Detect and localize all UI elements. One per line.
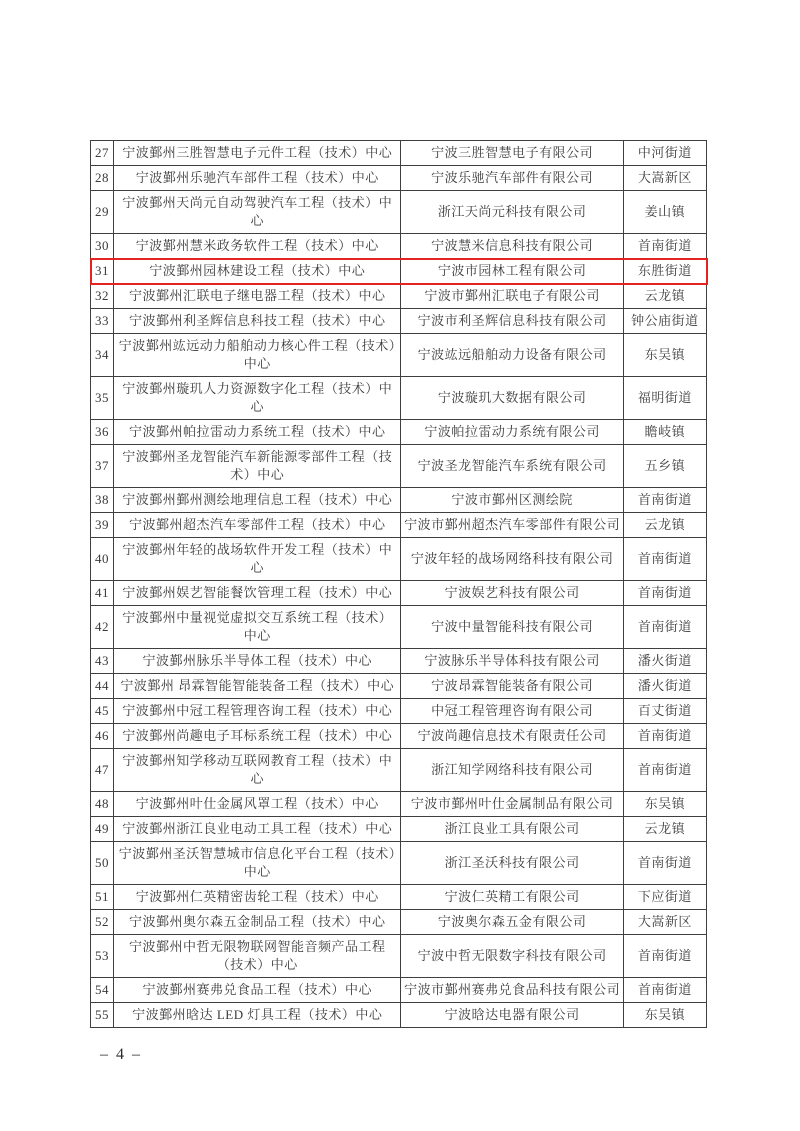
- cell-town-name: 百丈街道: [623, 699, 706, 724]
- table-row: [91, 488, 707, 513]
- cell-town-name: 东吴镇: [623, 792, 706, 817]
- cell-row-number: 35: [91, 377, 114, 420]
- cell-company-name: 中冠工程管理咨询有限公司: [401, 699, 623, 724]
- cell-row-number: 41: [91, 581, 114, 606]
- cell-town-name: 云龙镇: [623, 513, 706, 538]
- table-row: [91, 724, 707, 749]
- cell-company-name: 宁波竑远船舶动力设备有限公司: [401, 334, 623, 377]
- cell-company-name: 宁波乐驰汽车部件有限公司: [401, 166, 623, 191]
- table-row: [91, 377, 707, 420]
- cell-center-name: 宁波鄞州圣龙智能汽车新能源零部件工程（技术）中心: [114, 445, 401, 488]
- cell-town-name: 潘火街道: [623, 649, 706, 674]
- cell-center-name: 宁波鄞州三胜智慧电子元件工程（技术）中心: [114, 141, 401, 166]
- cell-row-number: 54: [91, 978, 114, 1003]
- cell-company-name: 浙江良业工具有限公司: [401, 817, 623, 842]
- cell-company-name: 宁波圣龙智能汽车系统有限公司: [401, 445, 623, 488]
- cell-row-number: 44: [91, 674, 114, 699]
- cell-company-name: 浙江知学网络科技有限公司: [401, 749, 623, 792]
- cell-town-name: 首南街道: [623, 538, 706, 581]
- cell-row-number: 40: [91, 538, 114, 581]
- table-row: [91, 699, 707, 724]
- cell-row-number: 38: [91, 488, 114, 513]
- cell-town-name: 下应街道: [623, 885, 706, 910]
- cell-center-name: 宁波鄞州璇玑人力资源数字化工程（技术）中心: [114, 377, 401, 420]
- table-row: [91, 581, 707, 606]
- cell-town-name: 首南街道: [623, 234, 706, 259]
- cell-company-name: 宁波三胜智慧电子有限公司: [401, 141, 623, 166]
- cell-company-name: 宁波市鄞州汇联电子有限公司: [401, 284, 623, 309]
- table-row: [91, 1003, 707, 1028]
- table-row: [91, 792, 707, 817]
- cell-center-name: 宁波鄞州中冠工程管理咨询工程（技术）中心: [114, 699, 401, 724]
- cell-town-name: 首南街道: [623, 978, 706, 1003]
- cell-company-name: 宁波中哲无限数字科技有限公司: [401, 935, 623, 978]
- cell-row-number: 30: [91, 234, 114, 259]
- cell-town-name: 云龙镇: [623, 284, 706, 309]
- cell-center-name: 宁波鄞州鄞州测绘地理信息工程（技术）中心: [114, 488, 401, 513]
- cell-town-name: 东吴镇: [623, 1003, 706, 1028]
- cell-row-number: 49: [91, 817, 114, 842]
- cell-center-name: 宁波鄞州超杰汽车零部件工程（技术）中心: [114, 513, 401, 538]
- tech-centers-table-body: [91, 141, 707, 1028]
- cell-row-number: 39: [91, 513, 114, 538]
- cell-company-name: 宁波娱艺科技有限公司: [401, 581, 623, 606]
- cell-company-name: 宁波市鄞州区测绘院: [401, 488, 623, 513]
- cell-row-number: 53: [91, 935, 114, 978]
- table-row: [91, 978, 707, 1003]
- cell-row-number: 51: [91, 885, 114, 910]
- cell-row-number: 28: [91, 166, 114, 191]
- cell-row-number: 47: [91, 749, 114, 792]
- cell-row-number: 31: [91, 259, 114, 284]
- cell-town-name: 潘火街道: [623, 674, 706, 699]
- table-row: [91, 749, 707, 792]
- table-row: [91, 538, 707, 581]
- table-row: [91, 817, 707, 842]
- cell-center-name: 宁波鄞州仁英精密齿轮工程（技术）中心: [114, 885, 401, 910]
- cell-row-number: 42: [91, 606, 114, 649]
- table-row: [91, 191, 707, 234]
- cell-center-name: 宁波鄞州年轻的战场软件开发工程（技术）中心: [114, 538, 401, 581]
- cell-town-name: 姜山镇: [623, 191, 706, 234]
- table-row: [91, 842, 707, 885]
- cell-company-name: 宁波璇玑大数据有限公司: [401, 377, 623, 420]
- cell-company-name: 宁波慧米信息科技有限公司: [401, 234, 623, 259]
- cell-town-name: 大嵩新区: [623, 910, 706, 935]
- cell-center-name: 宁波鄞州脉乐半导体工程（技术）中心: [114, 649, 401, 674]
- cell-center-name: 宁波鄞州叶仕金属风罩工程（技术）中心: [114, 792, 401, 817]
- cell-town-name: 福明街道: [623, 377, 706, 420]
- cell-center-name: 宁波鄞州中量视觉虚拟交互系统工程（技术）中心: [114, 606, 401, 649]
- table-row: [91, 445, 707, 488]
- table-row: [91, 674, 707, 699]
- cell-center-name: 宁波鄞州尚趣电子耳标系统工程（技术）中心: [114, 724, 401, 749]
- page-number: – 4 –: [100, 1046, 142, 1063]
- cell-center-name: 宁波鄞州浙江良业电动工具工程（技术）中心: [114, 817, 401, 842]
- cell-row-number: 34: [91, 334, 114, 377]
- cell-center-name: 宁波鄞州赛弗兑食品工程（技术）中心: [114, 978, 401, 1003]
- cell-town-name: 首南街道: [623, 606, 706, 649]
- cell-company-name: 宁波仁英精工有限公司: [401, 885, 623, 910]
- cell-town-name: 首南街道: [623, 724, 706, 749]
- cell-row-number: 48: [91, 792, 114, 817]
- cell-center-name: 宁波鄞州园林建设工程（技术）中心: [114, 259, 401, 284]
- cell-company-name: 宁波晗达电器有限公司: [401, 1003, 623, 1028]
- cell-center-name: 宁波鄞州竑远动力船舶动力核心件工程（技术）中心: [114, 334, 401, 377]
- table-row: [91, 910, 707, 935]
- cell-company-name: 宁波帕拉雷动力系统有限公司: [401, 420, 623, 445]
- cell-town-name: 首南街道: [623, 935, 706, 978]
- cell-row-number: 55: [91, 1003, 114, 1028]
- cell-center-name: 宁波鄞州汇联电子继电器工程（技术）中心: [114, 284, 401, 309]
- cell-center-name: 宁波鄞州中哲无限物联网智能音频产品工程（技术）中心: [114, 935, 401, 978]
- cell-company-name: 宁波昂霖智能装备有限公司: [401, 674, 623, 699]
- cell-company-name: 宁波尚趣信息技术有限责任公司: [401, 724, 623, 749]
- cell-town-name: 首南街道: [623, 581, 706, 606]
- table-row: [91, 166, 707, 191]
- cell-row-number: 29: [91, 191, 114, 234]
- table-row: [91, 234, 707, 259]
- cell-center-name: 宁波鄞州圣沃智慧城市信息化平台工程（技术）中心: [114, 842, 401, 885]
- table-row-highlighted: [91, 259, 707, 284]
- cell-center-name: 宁波鄞州利圣辉信息科技工程（技术）中心: [114, 309, 401, 334]
- cell-town-name: 东胜街道: [623, 259, 706, 284]
- cell-center-name: 宁波鄞州 昂霖智能智能装备工程（技术）中心: [114, 674, 401, 699]
- cell-row-number: 46: [91, 724, 114, 749]
- cell-center-name: 宁波鄞州晗达 LED 灯具工程（技术）中心: [114, 1003, 401, 1028]
- cell-row-number: 45: [91, 699, 114, 724]
- table-row: [91, 141, 707, 166]
- table-row: [91, 935, 707, 978]
- table-row: [91, 334, 707, 377]
- cell-town-name: 钟公庙街道: [623, 309, 706, 334]
- cell-center-name: 宁波鄞州天尚元自动驾驶汽车工程（技术）中心: [114, 191, 401, 234]
- cell-town-name: 中河街道: [623, 141, 706, 166]
- cell-town-name: 首南街道: [623, 842, 706, 885]
- table-row: [91, 284, 707, 309]
- cell-row-number: 52: [91, 910, 114, 935]
- cell-center-name: 宁波鄞州奥尔森五金制品工程（技术）中心: [114, 910, 401, 935]
- cell-town-name: 云龙镇: [623, 817, 706, 842]
- cell-town-name: 东吴镇: [623, 334, 706, 377]
- cell-town-name: 首南街道: [623, 488, 706, 513]
- cell-town-name: 首南街道: [623, 749, 706, 792]
- cell-company-name: 浙江天尚元科技有限公司: [401, 191, 623, 234]
- cell-center-name: 宁波鄞州知学移动互联网教育工程（技术）中心: [114, 749, 401, 792]
- table-row: [91, 885, 707, 910]
- cell-company-name: 宁波市鄞州赛弗兑食品科技有限公司: [401, 978, 623, 1003]
- cell-company-name: 宁波市利圣辉信息科技有限公司: [401, 309, 623, 334]
- cell-row-number: 37: [91, 445, 114, 488]
- cell-company-name: 宁波奥尔森五金有限公司: [401, 910, 623, 935]
- tech-centers-table: [90, 140, 707, 1028]
- cell-company-name: 宁波市鄞州超杰汽车零部件有限公司: [401, 513, 623, 538]
- cell-town-name: 大嵩新区: [623, 166, 706, 191]
- cell-row-number: 27: [91, 141, 114, 166]
- cell-company-name: 宁波市园林工程有限公司: [401, 259, 623, 284]
- cell-row-number: 36: [91, 420, 114, 445]
- cell-row-number: 50: [91, 842, 114, 885]
- table-row: [91, 649, 707, 674]
- table-row: [91, 420, 707, 445]
- cell-center-name: 宁波鄞州娱艺智能餐饮管理工程（技术）中心: [114, 581, 401, 606]
- cell-center-name: 宁波鄞州慧米政务软件工程（技术）中心: [114, 234, 401, 259]
- table-row: [91, 606, 707, 649]
- cell-company-name: 宁波市鄞州叶仕金属制品有限公司: [401, 792, 623, 817]
- cell-center-name: 宁波鄞州帕拉雷动力系统工程（技术）中心: [114, 420, 401, 445]
- cell-row-number: 43: [91, 649, 114, 674]
- table-row: [91, 513, 707, 538]
- cell-town-name: 瞻岐镇: [623, 420, 706, 445]
- table-row: [91, 309, 707, 334]
- cell-company-name: 宁波中量智能科技有限公司: [401, 606, 623, 649]
- cell-row-number: 32: [91, 284, 114, 309]
- cell-company-name: 宁波年轻的战场网络科技有限公司: [401, 538, 623, 581]
- cell-center-name: 宁波鄞州乐驰汽车部件工程（技术）中心: [114, 166, 401, 191]
- cell-town-name: 五乡镇: [623, 445, 706, 488]
- cell-company-name: 浙江圣沃科技有限公司: [401, 842, 623, 885]
- cell-row-number: 33: [91, 309, 114, 334]
- cell-company-name: 宁波脉乐半导体科技有限公司: [401, 649, 623, 674]
